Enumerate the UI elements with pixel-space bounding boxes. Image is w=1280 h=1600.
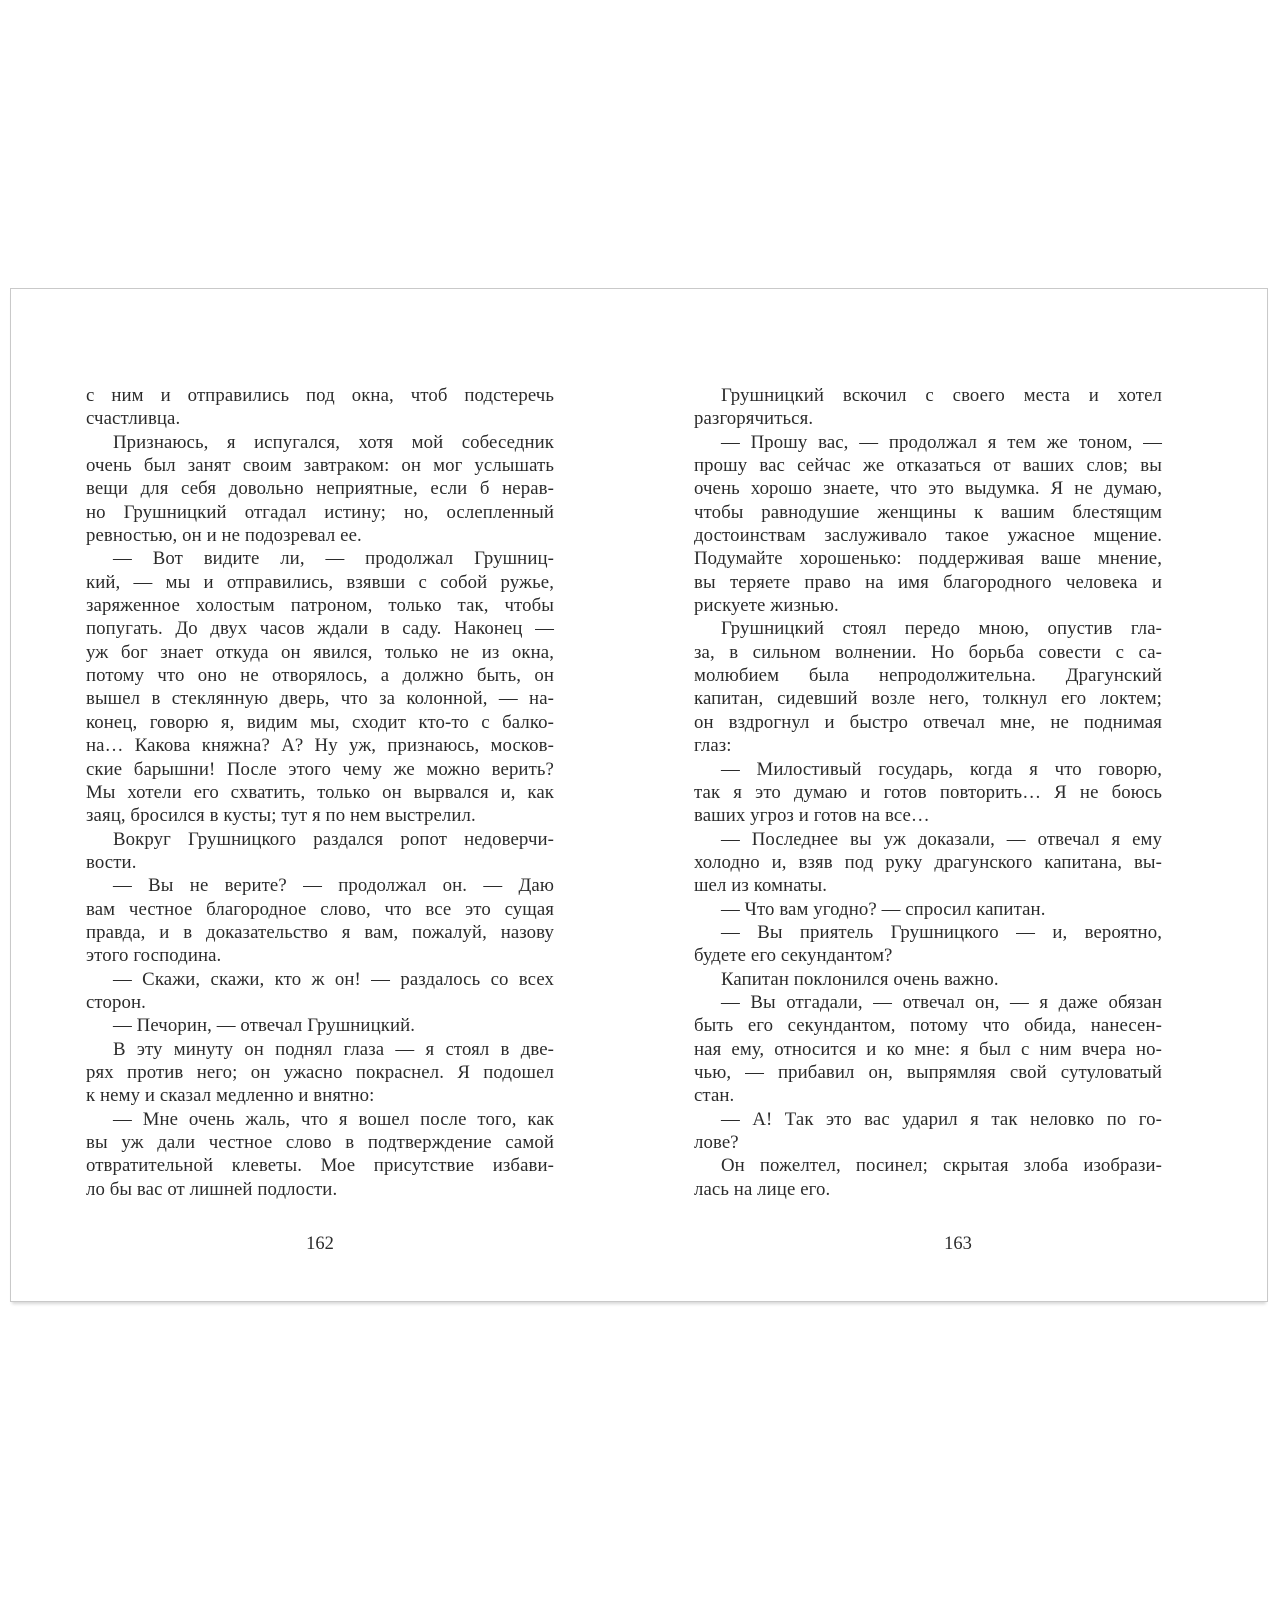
text-line: лась на лице его. [694, 1178, 831, 1200]
paragraph [694, 898, 1162, 921]
paragraph [86, 1038, 554, 1108]
text-line: вы уж дали честное слово в подтверждение самой [86, 1132, 554, 1153]
text-line: — Мне очень жаль, что я вошел после того, как [113, 1108, 554, 1130]
text-line: стан. [694, 1085, 735, 1107]
text-line: — Вот видите ли, — продолжал Грушниц- [113, 548, 554, 570]
text-line: В эту минуту он поднял глаза — я стоял в две- [113, 1038, 554, 1060]
text-line: с ним и отправились под окна, чтоб подстеречь [86, 385, 554, 406]
text-line: кий, — мы и отправились, взявши с собой ружье, [86, 571, 554, 593]
paragraph [86, 828, 554, 875]
text-line: рях против него; он ужасно покраснел. Я подошел [86, 1061, 554, 1083]
text-line: лове? [694, 1132, 739, 1153]
text-line: правда, и в доказательство я вам, пожалуй, назову [86, 921, 554, 943]
text-line: — Вы не верите? — продолжал он. — Даю [113, 875, 554, 897]
text-line: — Вы отгадали, — отвечал он, — я даже обязан [721, 991, 1162, 1013]
text-line: — Прошу вас, — продолжал я тем же тоном, — [721, 431, 1162, 453]
paragraph [86, 874, 554, 967]
text-line: Мы хотели его схватить, только он вырвался и, как [86, 781, 554, 803]
text-line: ревностью, он и не подозревал ее. [86, 525, 362, 547]
text-line: за, в сильном волнении. Но борьба совести с са- [694, 641, 1162, 663]
text-line: глаз: [694, 735, 732, 757]
text-line: будете его секундантом? [694, 945, 893, 967]
page-left-text-column [86, 384, 554, 1201]
text-line: Вокруг Грушницкого раздался ропот недоверчи- [113, 828, 554, 850]
text-line: но Грушницкий отгадал истину; но, ослепленный [86, 501, 554, 523]
paragraph [694, 921, 1162, 968]
text-line: молюбием была непродолжительна. Драгунский [694, 665, 1162, 687]
text-line: вы теряете право на имя благородного человека и [694, 571, 1162, 593]
text-line: — Что вам угодно? — спросил капитан. [721, 898, 1046, 920]
text-line: очень был занят своим завтраком: он мог услышать [86, 455, 554, 477]
paragraph [694, 828, 1162, 898]
text-line: Капитан поклонился очень важно. [721, 968, 999, 990]
text-line: вости. [86, 851, 137, 873]
text-line: потому что оно не отворялось, а должно быть, он [86, 665, 554, 687]
text-line: быть его секундантом, потому что обида, нанесен- [694, 1015, 1162, 1037]
paragraph [694, 384, 1162, 431]
paragraph [694, 1154, 1162, 1201]
text-line: шел из комнаты. [694, 875, 828, 897]
paragraph [86, 968, 554, 1015]
text-line: Признаюсь, я испугался, хотя мой собеседник [113, 431, 554, 453]
page-number-right: 163 [944, 1234, 972, 1254]
text-line: ная ему, относится и ко мне: я был с ним вчера но- [694, 1038, 1162, 1060]
paragraph [694, 431, 1162, 618]
text-line: заяц, бросился в кусты; тут я по нем выстрелил. [86, 805, 476, 827]
text-line: ваших угроз и готов на все… [694, 805, 930, 827]
paragraph [694, 617, 1162, 757]
text-line: вам честное благородное слово, что все это сущая [86, 898, 554, 920]
text-line: капитан, сидевший возле него, толкнул его локтем; [694, 688, 1162, 710]
text-line: Грушницкий вскочил с своего места и хотел [721, 385, 1162, 406]
text-line: — Скажи, скажи, кто ж он! — раздалось со всех [113, 968, 554, 990]
text-line: ские барышни! После этого чему же можно верить? [86, 758, 554, 780]
text-line: разгорячиться. [694, 408, 814, 430]
text-line: этого господина. [86, 945, 222, 967]
text-line: сторон. [86, 991, 146, 1013]
text-line: холодно и, взяв под руку драгунского капитана, вы- [694, 851, 1162, 873]
paragraph [86, 1108, 554, 1201]
text-line: прошу вас сейчас же отказаться от ваших слов; вы [694, 455, 1162, 477]
paragraph [86, 384, 554, 431]
text-line: достоинствам заслуживало такое ужасное мщение. [694, 525, 1162, 547]
text-line: вышел в стеклянную дверь, что за колонной, — на- [86, 688, 554, 710]
text-line: попугать. До двух часов ждали в саду. Наконец — [86, 618, 554, 640]
page-right-text-column [694, 384, 1162, 1201]
paragraph [694, 968, 1162, 991]
text-line: — А! Так это вас ударил я так неловко по го- [721, 1108, 1162, 1130]
text-line: он вздрогнул и быстро отвечал мне, не поднимая [694, 711, 1162, 733]
paragraph [694, 758, 1162, 828]
paragraph [694, 1108, 1162, 1155]
text-line: чью, — прибавил он, выпрямляя свой сутуловатый [694, 1061, 1162, 1083]
text-line: так я это думаю и готов повторить… Я не боюсь [694, 781, 1162, 803]
text-line: счастливца. [86, 408, 181, 430]
page-number-left: 162 [306, 1234, 334, 1254]
text-line: Он пожелтел, посинел; скрытая злоба изобрази- [721, 1155, 1162, 1177]
text-line: на… Какова княжна? А? Ну уж, признаюсь, москов- [86, 735, 554, 757]
text-line: — Последнее вы уж доказали, — отвечал я ему [721, 828, 1162, 850]
text-line: — Вы приятель Грушницкого — и, вероятно, [721, 921, 1162, 943]
text-line: — Милостивый государь, когда я что говорю, [721, 758, 1162, 780]
text-line: чтобы равнодушие женщины к вашим блестящим [694, 501, 1162, 523]
paragraph [86, 431, 554, 548]
book-spread [10, 288, 1268, 1302]
paragraph [86, 547, 554, 827]
text-line: уж бог знает откуда он явился, только не из окна, [86, 641, 554, 663]
text-line: рискуете жизнью. [694, 595, 839, 617]
paragraph [694, 991, 1162, 1108]
paragraph [86, 1014, 554, 1037]
text-line: — Печорин, — отвечал Грушницкий. [113, 1015, 416, 1037]
text-line: конец, говорю я, видим мы, сходит кто-то с балко- [86, 711, 554, 733]
text-line: очень хорошо знаете, что это выдумка. Я не думаю, [694, 478, 1162, 500]
text-line: отвратительной клеветы. Мое присутствие избави- [86, 1155, 554, 1177]
text-line: Грушницкий стоял передо мною, опустив гла- [721, 618, 1162, 640]
text-line: вещи для себя довольно неприятные, если б нерав- [86, 478, 554, 500]
text-line: заряженное холостым патроном, только так, чтобы [86, 595, 554, 617]
text-line: к нему и сказал медленно и внятно: [86, 1085, 375, 1107]
text-line: Подумайте хорошенько: поддерживая ваше мнение, [694, 548, 1162, 570]
text-line: ло бы вас от лишней подлости. [86, 1178, 338, 1200]
